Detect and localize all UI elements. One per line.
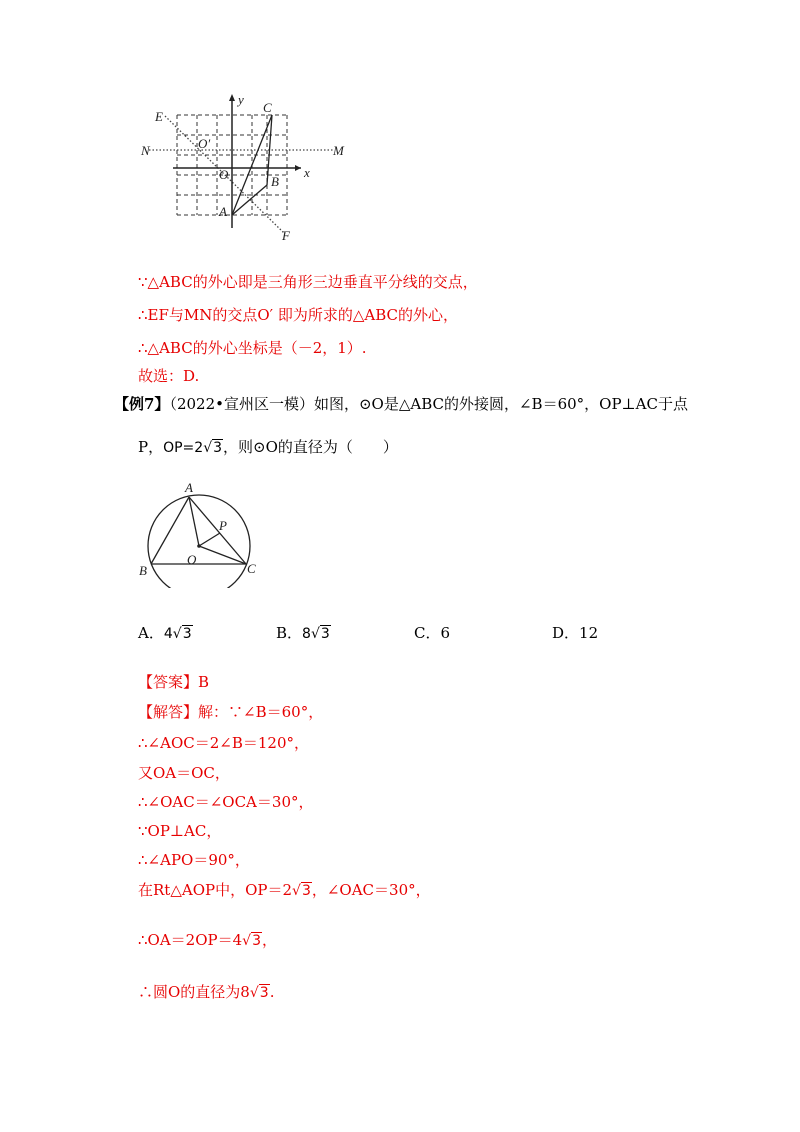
analysis-line-4: ∴∠OAC＝∠OCA＝30°， <box>138 793 314 811</box>
label-a: A <box>219 204 227 219</box>
op-formula: OP=2√3 <box>163 440 223 456</box>
analysis-line-7: 在Rt△AOP中，OP＝2√3，∠OAC＝30°， <box>138 881 431 899</box>
example-7-question-line-2 <box>138 437 398 458</box>
analysis-line-1: 【解答】解：∵∠B＝60°， <box>138 703 324 721</box>
label-a2: A <box>185 480 193 495</box>
label-y: y <box>238 92 244 107</box>
solution-line-2: ∴EF与MN的交点O′ 即为所求的△ABC的外心， <box>138 306 459 324</box>
solution-line-1: ∵△ABC的外心即是三角形三边垂直平分线的交点， <box>138 273 478 291</box>
analysis-line-6: ∴∠APO＝90°， <box>138 851 250 869</box>
option-a: A．4√3 <box>138 624 192 642</box>
label-n: N <box>141 143 150 158</box>
example-7-question <box>114 394 688 414</box>
analysis-line-9: ∴圆O的直径为8√3. <box>138 983 275 1001</box>
solution-line-4: 故选：D. <box>138 367 200 385</box>
label-e: E <box>155 109 163 124</box>
analysis-line-3: 又OA＝OC， <box>138 764 230 782</box>
solution-line-3: ∴△ABC的外心坐标是（－2，1）. <box>138 339 367 357</box>
example-7-tag: 【例7】 <box>114 395 170 413</box>
analysis-line-5: ∵OP⊥AC， <box>138 822 222 840</box>
label-m: M <box>333 143 344 158</box>
circle-triangle-figure <box>135 478 270 588</box>
example-7-p: P， <box>138 438 164 456</box>
label-c: C <box>263 100 272 115</box>
answer: 【答案】B <box>138 673 210 691</box>
option-d: D．12 <box>552 624 599 642</box>
option-b: B．8√3 <box>276 624 330 642</box>
label-c2: C <box>247 561 256 576</box>
label-o: O <box>219 167 229 182</box>
label-f: F <box>282 228 290 243</box>
label-x: x <box>304 165 310 180</box>
analysis-line-8: ∴OA＝2OP＝4√3， <box>138 931 278 949</box>
example-7-source: （2022•宣州区一模）如图，⊙O是△ABC的外接圆，∠B＝60°，OP⊥AC于点 <box>169 395 688 413</box>
label-p: P <box>219 518 227 533</box>
analysis-line-2: ∴∠AOC＝2∠B＝120°， <box>138 734 309 752</box>
label-o2: O <box>187 552 197 567</box>
label-b2: B <box>139 563 147 578</box>
example-7-question-tail: ，则⊙O的直径为（ ） <box>223 438 398 456</box>
label-o-prime: O′ <box>198 136 211 151</box>
label-b: B <box>271 174 279 189</box>
coordinate-grid-figure <box>135 88 350 248</box>
option-c: C．6 <box>414 624 451 642</box>
